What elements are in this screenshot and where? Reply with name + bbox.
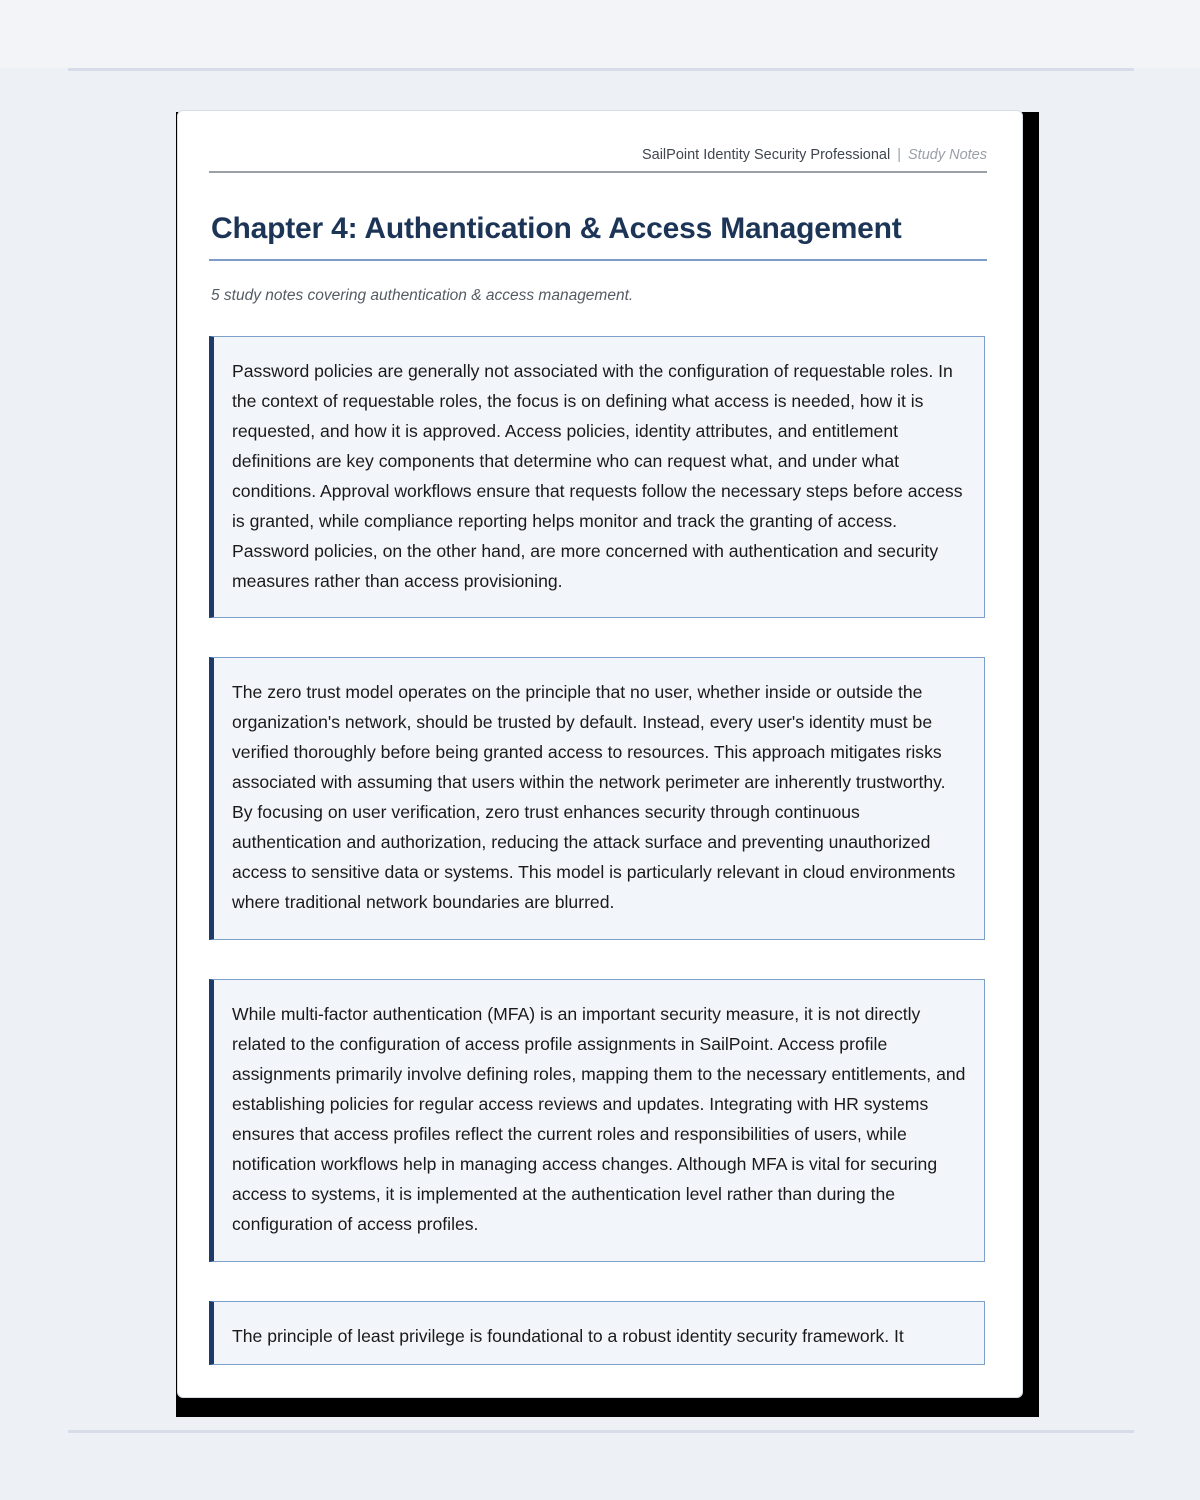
header-subtitle: Study Notes (908, 147, 987, 163)
study-note (209, 1301, 985, 1365)
header-source: SailPoint Identity Security Professional (641, 147, 891, 163)
study-note (209, 336, 985, 618)
chapter-title: Chapter 4: Authentication & Access Management (211, 212, 902, 245)
top-divider (68, 68, 1134, 71)
study-note (209, 979, 985, 1262)
document-page (177, 110, 1023, 1398)
study-note-text: While multi-factor authentication (MFA) is an important security measure, it is not directly related to the configuration of access profile assignments in SailPoint. Access profile assignments primarily involve defining roles, mapping them to the necessary entitlements, and establishing policies for regular access reviews and updates. Integrating with HR systems ensures that access profiles reflect the current roles and responsibilities of users, while notification workflows help in managing access changes. Although MFA is vital for securing access to systems, it is implemented at the authentication level rather than during the configuration of access profiles. (232, 1004, 966, 1234)
study-note-text: The zero trust model operates on the principle that no user, whether inside or outside the organization's network, should be trusted by default. Instead, every user's identity must be verified thoroughly before being granted access to resources. This approach mitigates risks associated with assuming that users within the network perimeter are inherently trustworthy. By focusing on user verification, zero trust enhances security through continuous authentication and authorization, reducing the attack surface and preventing unauthorized access to sensitive data or systems. This model is particularly relevant in cloud environments where traditional network boundaries are blurred. (232, 682, 956, 912)
top-band (0, 0, 1200, 68)
study-note-text: The principle of least privilege is foundational to a robust identity security framework. It (232, 1326, 904, 1346)
study-note (209, 657, 985, 940)
chapter-summary: 5 study notes covering authentication & access management. (211, 287, 634, 304)
running-header (209, 145, 987, 173)
header-separator: | (897, 147, 901, 163)
study-note-text: Password policies are generally not associated with the configuration of requestable roles. In the context of requestable roles, the focus is on defining what access is needed, how it is requested, and how it is approved. Access policies, identity attributes, and entitlement definitions are key components that determine who can request what, and under what conditions. Approval workflows ensure that requests follow the necessary steps before access is granted, while compliance reporting helps monitor and track the granting of access. Password policies, on the other hand, are more concerned with authentication and security measures rather than access provisioning. (232, 361, 963, 591)
bottom-divider (68, 1430, 1134, 1433)
title-divider (209, 259, 987, 261)
